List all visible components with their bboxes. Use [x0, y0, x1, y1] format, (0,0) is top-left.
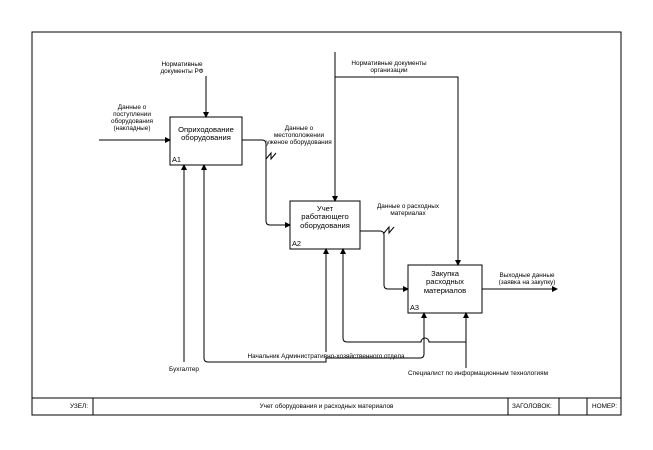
- box-a3-title-line-1: Закупка: [431, 269, 459, 278]
- label-control-org-docs: [346, 60, 432, 74]
- box-a2-title: [290, 205, 360, 230]
- footer-number-label: НОМЕР:: [592, 403, 618, 410]
- label-consumables-data-line-1: Данные о расходных: [376, 203, 440, 210]
- arrow-mech-head[interactable]: [204, 165, 424, 362]
- box-a3-number: А3: [410, 303, 420, 312]
- box-a2-title-line-2: работающего: [301, 212, 349, 222]
- box-a2-title-line-3: оборудования: [300, 220, 350, 230]
- label-consumables-data: [368, 203, 448, 217]
- box-a2-number: А2: [292, 239, 302, 248]
- box-a2-title-line-1: Учет: [316, 204, 334, 213]
- label-mech-it: Специалист по информационным технологиям: [408, 370, 548, 377]
- box-a1-title: [170, 126, 242, 143]
- label-input-receipt-line-4: (накладные): [113, 125, 151, 132]
- box-a3-title-line-3: материалов: [423, 285, 467, 295]
- label-control-rf-docs-line-1: Нормативные: [161, 61, 203, 68]
- footer-node-label: УЗЕЛ:: [70, 403, 89, 410]
- label-control-rf-docs: [154, 61, 210, 75]
- label-output-data-line-1: Выходные данные: [499, 272, 555, 279]
- label-location-data-line-1: Данные о: [284, 125, 314, 132]
- label-consumables-data-line-2: материалах: [390, 210, 426, 217]
- label-input-receipt-line-1: Данные о: [117, 104, 147, 111]
- label-input-receipt-line-3: оборудования: [111, 118, 153, 125]
- label-location-data-line-3: уженое оборудования: [266, 139, 332, 146]
- label-location-data-line-2: местоположении: [273, 132, 325, 139]
- label-input-receipt-line-2: поступлении: [113, 111, 151, 118]
- label-output-data-line-2: (заявка на закупку): [498, 279, 556, 286]
- label-location-data: [256, 125, 342, 146]
- footer-title-label: ЗАГОЛОВОК:: [512, 403, 552, 410]
- label-control-org-docs-line-1: Нормативные документы: [351, 60, 427, 67]
- box-a1-number: А1: [172, 155, 182, 164]
- box-a3-title: [408, 270, 482, 295]
- box-a3-title-line-2: расходных: [426, 277, 464, 287]
- label-input-receipt: [104, 104, 160, 132]
- footer-title: Учет оборудования и расходных материалов: [259, 403, 394, 410]
- box-a1-title-line-2: оборудования: [181, 133, 231, 143]
- arrow-consumables-data[interactable]: [360, 227, 408, 289]
- label-control-org-docs-line-2: организации: [370, 67, 408, 74]
- label-mech-accountant: Бухгалтер: [169, 366, 199, 373]
- box-a1-title-line-1: Оприходование: [178, 125, 234, 134]
- arrow-location-data[interactable]: [242, 140, 290, 225]
- label-control-rf-docs-line-2: документы РФ: [160, 68, 204, 75]
- label-output-data: [492, 272, 562, 286]
- label-mech-head: Начальник Административно-хозяйственного отдела: [247, 353, 405, 360]
